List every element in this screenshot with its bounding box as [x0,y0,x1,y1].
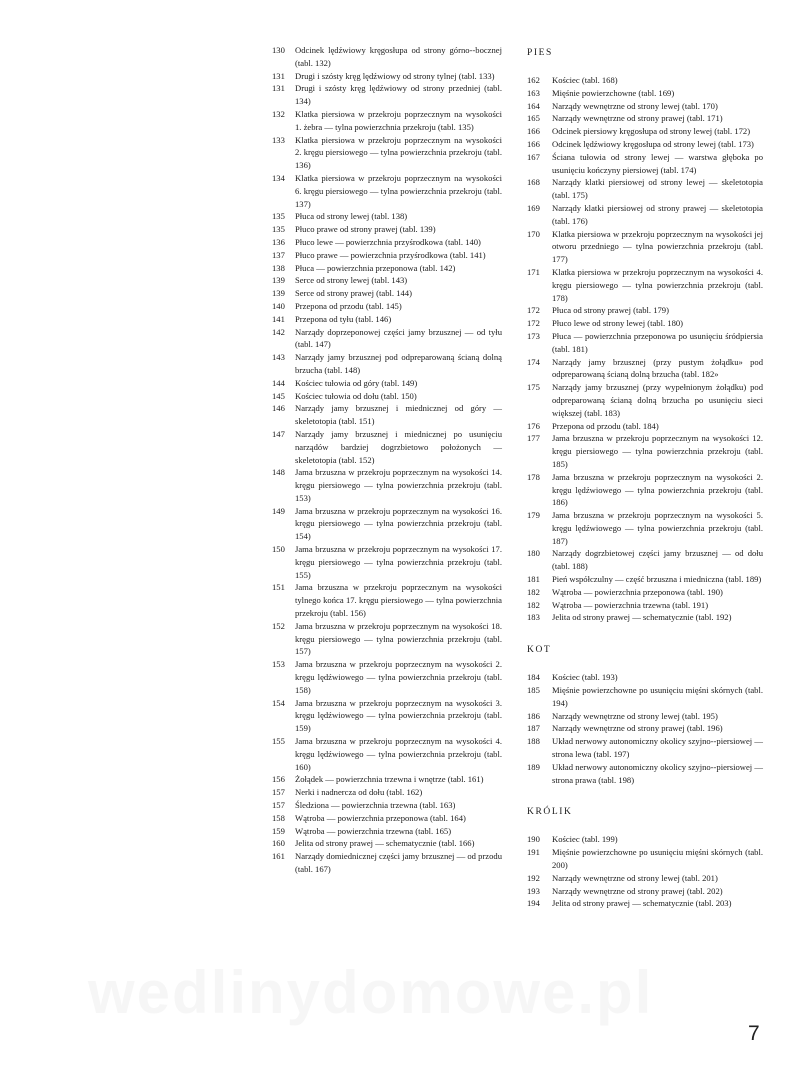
toc-entry [527,897,763,910]
entry-title: Żołądek — powierzchnia trzewna i wnętrze (tabl. 161) [295,774,484,785]
toc-entry [527,611,763,624]
toc-entry [527,330,763,356]
toc-entry [272,351,502,377]
entry-page-number: 184 [527,672,540,683]
section-heading: KRÓLIK [527,807,573,818]
entry-page-number: 163 [527,87,540,98]
toc-entry [272,390,502,403]
entry-title: Płuco lewe — powierzchnia przyśrodkowa (tabl. 140) [295,236,481,247]
entry-title: Narządy klatki piersiowej od strony lewej — skeletotopia (tabl. 175) [552,177,763,201]
entry-title: Jelita od strony prawej — schematycznie (tabl. 203) [552,898,732,909]
toc-entry [272,326,502,352]
toc-entry [527,356,763,382]
toc-entry [527,125,763,138]
entry-page-number: 149 [272,505,285,516]
entry-title: Płuca — powierzchnia przeponowa po usunięciu śródpiersia (tabl. 181) [552,330,763,354]
entry-title: Odcinek piersiowy kręgosłupa od strony lewej (tabl. 172) [552,126,751,137]
toc-entry [272,581,502,619]
toc-entry [272,620,502,658]
entry-title: Jama brzuszna w przekroju poprzecznym na wysokości 17. kręgu piersiowego — tylna powierzchnia przekroju (tabl. 155) [295,544,502,580]
entry-page-number: 139 [272,275,285,286]
toc-entry [527,573,763,586]
toc-entry [527,872,763,885]
toc-entry [527,722,763,735]
entry-title: Serce od strony lewej (tabl. 143) [295,275,408,286]
toc-entry [272,134,502,172]
entry-title: Narządy jamy brzusznej (przy pustym żołądku» pod odpreparowaną ścianą dolną brzucha (tabl. 182» [552,356,763,380]
entry-page-number: 146 [272,403,285,414]
entry-page-number: 187 [527,723,540,734]
toc-entry [272,172,502,210]
entry-title: Narządy klatki piersiowej od strony prawej — skeletotopia (tabl. 176) [552,202,763,226]
toc-entry [527,846,763,872]
entry-page-number: 168 [527,177,540,188]
entry-title: Jama brzuszna w przekroju poprzecznym na wysokości 12. kręgu piersiowego — tylna powierzchnia przekroju (tabl. 185) [552,433,763,469]
entry-page-number: 150 [272,544,285,555]
entry-title: Przepona od przodu (tabl. 145) [295,300,402,311]
entry-title: Narządy wewnętrzne od strony lewej (tabl. 201) [552,872,718,883]
toc-entry [272,773,502,786]
entry-title: Odcinek lędźwiowy kręgosłupa od strony lewej (tabl. 173) [552,138,754,149]
entry-page-number: 156 [272,774,285,785]
toc-entry [527,735,763,761]
entry-page-number: 182 [527,599,540,610]
toc-right-column [527,44,763,910]
entry-page-number: 190 [527,834,540,845]
entry-title: Narządy wewnętrzne od strony lewej (tabl. 195) [552,710,718,721]
entry-page-number: 194 [527,898,540,909]
entry-page-number: 175 [527,382,540,393]
toc-entry [527,138,763,151]
entry-page-number: 147 [272,428,285,439]
entry-page-number: 141 [272,313,285,324]
entry-title: Układ nerwowy autonomiczny okolicy szyjno--piersiowej — strona lewa (tabl. 197) [552,736,763,760]
entry-title: Jama brzuszna w przekroju poprzecznym na wysokości 3. kręgu lędźwiowego — tylna powierzchnia przekroju (tabl. 159) [295,697,502,734]
entry-title: Przepona od tyłu (tabl. 146) [295,313,392,324]
entry-title: Wątroba — powierzchnia trzewna (tabl. 165) [295,825,452,836]
entry-title: Płuca od strony lewej (tabl. 138) [295,211,408,222]
toc-entry [272,313,502,326]
section-heading: PIES [527,48,553,58]
entry-page-number: 159 [272,825,285,836]
toc-entry [272,402,502,428]
entry-title: Narządy jamy brzusznej i miednicznej od góry — skeletotopia (tabl. 151) [295,403,502,427]
entry-page-number: 131 [272,70,285,81]
entry-title: Jama brzuszna w przekroju poprzecznym na wysokości 14. kręgu piersiowego — tylna powierzchnia przekroju (tabl. 153) [295,467,502,503]
toc-entry [272,850,502,876]
entry-page-number: 164 [527,100,540,111]
entry-title: Narządy doprzeponowej części jamy brzusznej — od tyłu (tabl. 147) [295,326,502,350]
toc-entry [527,586,763,599]
entry-title: Śledziona — powierzchnia trzewna (tabl. 163) [295,800,456,811]
entry-page-number: 169 [527,202,540,213]
entry-page-number: 186 [527,710,540,721]
toc-entry [272,300,502,313]
entry-title: Pień współczulny — część brzuszna i miedniczna (tabl. 189) [552,574,762,585]
toc-entry [527,202,763,228]
toc-entry [527,432,763,470]
toc-entry [527,74,763,87]
entry-page-number: 177 [527,433,540,444]
toc-entry [272,262,502,275]
entry-page-number: 153 [272,659,285,670]
section-heading: KOT [527,645,552,656]
toc-entry [527,833,763,846]
toc-entry [272,108,502,134]
toc-entry [272,543,502,581]
toc-entry [272,825,502,838]
entry-page-number: 173 [527,330,540,341]
entry-page-number: 134 [272,172,285,183]
entry-page-number: 161 [272,851,285,862]
toc-left-column [272,44,502,876]
entry-page-number: 191 [527,847,540,858]
entry-page-number: 135 [272,211,285,222]
entry-title: Klatka piersiowa w przekroju poprzecznym na wysokości 1. żebra — tylna powierzchnia przekroju (tabl. 135) [295,108,502,132]
entry-page-number: 182 [527,586,540,597]
entry-title: Ściana tułowia od strony lewej — warstwa głęboka po usunięciu kończyny piersiowej (tabl. 174) [552,151,763,175]
entry-page-number: 133 [272,134,285,145]
entry-title: Jama brzuszna w przekroju poprzecznym na wysokości 4. kręgu lędźwiowego — tylna powierzchnia przekroju (tabl. 160) [295,736,502,772]
entry-page-number: 135 [272,224,285,235]
entry-title: Kościec tułowia od góry (tabl. 149) [295,377,418,388]
toc-entry [527,885,763,898]
entry-title: Wątroba — powierzchnia przeponowa (tabl. 164) [295,812,466,823]
entry-title: Płuca od strony prawej (tabl. 179) [552,305,669,316]
entry-title: Płuco prawe od strony prawej (tabl. 139) [295,224,436,235]
entry-page-number: 145 [272,390,285,401]
toc-entry [272,210,502,223]
entry-page-number: 176 [527,420,540,431]
entry-page-number: 181 [527,574,540,585]
entry-page-number: 189 [527,761,540,772]
entry-title: Wątroba — powierzchnia trzewna (tabl. 191) [552,599,709,610]
toc-entry [272,466,502,504]
entry-title: Układ nerwowy autonomiczny okolicy szyjno--piersiowej — strona prawa (tabl. 198) [552,761,763,785]
entry-title: Drugi i szósty kręg lędźwiowy od strony przedniej (tabl. 134) [295,83,502,107]
entry-page-number: 157 [272,800,285,811]
toc-entry [527,228,763,266]
entry-page-number: 160 [272,838,285,849]
entry-title: Serce od strony prawej (tabl. 144) [295,288,412,299]
entry-title: Drugi i szósty kręg lędźwiowy od strony tylnej (tabl. 133) [295,70,495,81]
entry-page-number: 166 [527,126,540,137]
toc-entry [527,87,763,100]
entry-page-number: 179 [527,510,540,521]
entry-title: Jama brzuszna w przekroju poprzecznym na wysokości 5. kręgu lędźwiowego — tylna powierzchnia przekroju (tabl. 187) [552,510,763,546]
toc-entry [272,505,502,543]
entry-title: Narządy domiednicznej części jamy brzusznej — od przodu (tabl. 167) [295,851,502,874]
entry-page-number: 144 [272,377,285,388]
entry-title: Narządy wewnętrzne od strony prawej (tabl. 202) [552,885,723,896]
toc-entry [527,671,763,684]
toc-entry [272,735,502,773]
toc-entry [527,176,763,202]
toc-entry [527,304,763,317]
entry-title: Narządy jamy brzusznej i miednicznej po usunięciu narządów bardziej dogrzbietowo położonych — skeletotopia (tabl. 152) [295,428,502,465]
entry-title: Kościec tułowia od dołu (tabl. 150) [295,390,417,401]
entry-page-number: 172 [527,318,540,329]
entry-page-number: 193 [527,885,540,896]
entry-page-number: 139 [272,288,285,299]
entry-page-number: 151 [272,582,285,593]
entry-title: Jama brzuszna w przekroju poprzecznym na wysokości 18. kręgu piersiowego — tylna powierzchnia przekroju (tabl. 157) [295,620,502,657]
toc-entry [272,428,502,466]
entry-page-number: 183 [527,612,540,623]
entry-title: Jama brzuszna w przekroju poprzecznym na wysokości tylnego końca 17. kręgu piersiowego — tylna powierzchnia przekroju (tabl. 156) [295,582,502,619]
toc-entry [527,420,763,433]
entry-page-number: 180 [527,548,540,559]
watermark-text [88,958,728,1027]
toc-entry [272,812,502,825]
entry-title: Kościec (tabl. 199) [552,834,618,845]
entry-page-number: 140 [272,300,285,311]
entry-title: Wątroba — powierzchnia przeponowa (tabl. 190) [552,586,723,597]
toc-entry [527,266,763,304]
toc-entry [272,223,502,236]
toc-entry [272,70,502,83]
entry-page-number: 170 [527,228,540,239]
entry-page-number: 152 [272,620,285,631]
entry-title: Jelita od strony prawej — schematycznie (tabl. 166) [295,838,475,849]
toc-entry [272,236,502,249]
entry-page-number: 148 [272,467,285,478]
toc-entry [527,112,763,125]
page-number: 7 [748,1022,760,1045]
entry-page-number: 130 [272,45,285,55]
toc-entry [527,684,763,710]
entry-title: Klatka piersiowa w przekroju poprzecznym na wysokości 2. kręgu piersiowego — tylna powierzchnia przekroju (tabl. 136) [295,134,502,171]
entry-title: Jama brzuszna w przekroju poprzecznym na wysokości 16. kręgu piersiowego — tylna powierzchnia przekroju (tabl. 154) [295,505,502,542]
toc-entry [272,44,502,70]
toc-entry [527,381,763,419]
entry-title: Klatka piersiowa w przekroju poprzecznym na wysokości 4. kręgu piersiowego — tylna powierzchnia przekroju (tabl. 178) [552,266,763,303]
toc-entry [272,249,502,262]
toc-entry [527,100,763,113]
entry-page-number: 154 [272,697,285,708]
toc-entry [527,509,763,547]
toc-entry [527,471,763,509]
entry-title: Przepona od przodu (tabl. 184) [552,420,659,431]
entry-title: Narządy jamy brzusznej pod odpreparowaną ścianą dolną brzucha (tabl. 148) [295,352,502,375]
entry-page-number: 142 [272,326,285,337]
entry-page-number: 162 [527,75,540,85]
entry-title: Płuca — powierzchnia przeponowa (tabl. 142) [295,262,456,273]
entry-title: Narządy wewnętrzne od strony lewej (tabl. 170) [552,100,718,111]
entry-title: Jama brzuszna w przekroju poprzecznym na wysokości 2. kręgu lędźwiowego — tylna powierzchnia przekroju (tabl. 186) [552,471,763,508]
entry-title: Płuco lewe od strony lewej (tabl. 180) [552,318,684,329]
entry-page-number: 167 [527,151,540,162]
entry-page-number: 138 [272,262,285,273]
entry-title: Narządy jamy brzusznej (przy wypełnionym żołądku) pod odpreparowaną ścianą dolną brzucha po usunięciu sieci większej (tabl. 183) [552,382,763,418]
toc-entry [272,377,502,390]
entry-title: Mięśnie powierzchowne (tabl. 169) [552,87,675,98]
toc-entry [527,151,763,177]
entry-title: Jama brzuszna w przekroju poprzecznym na wysokości 2. kręgu lędźwiowego — tylna powierzchnia przekroju (tabl. 158) [295,659,502,695]
entry-title: Klatka piersiowa w przekroju poprzecznym na wysokości 6. kręgu piersiowego — tylna powierzchnia przekroju (tabl. 137) [295,172,502,209]
entry-page-number: 171 [527,266,540,277]
toc-entry [272,799,502,812]
entry-page-number: 143 [272,352,285,363]
entry-title: Kościec (tabl. 168) [552,75,618,85]
entry-title: Klatka piersiowa w przekroju poprzecznym na wysokości jej otworu przedniego — tylna powierzchnia przekroju (tabl. 177) [552,228,763,265]
entry-page-number: 158 [272,812,285,823]
entry-page-number: 174 [527,356,540,367]
toc-entry [527,317,763,330]
entry-title: Nerki i nadnercza od dołu (tabl. 162) [295,787,423,798]
toc-entry [527,599,763,612]
entry-page-number: 137 [272,249,285,260]
entry-title: Narządy wewnętrzne od strony prawej (tabl. 196) [552,723,723,734]
entry-title: Mięśnie powierzchowne po usunięciu mięśni skórnych (tabl. 200) [552,847,763,871]
entry-title: Kościec (tabl. 193) [552,672,618,683]
entry-page-number: 155 [272,736,285,747]
entry-page-number: 185 [527,685,540,696]
entry-title: Jelita od strony prawej — schematycznie (tabl. 192) [552,612,732,623]
entry-title: Narządy wewnętrzne od strony prawej (tabl. 171) [552,113,723,124]
toc-entry [272,658,502,696]
entry-page-number: 132 [272,108,285,119]
entry-page-number: 131 [272,83,285,94]
entry-page-number: 178 [527,471,540,482]
entry-title: Mięśnie powierzchowne po usunięciu mięśni skórnych (tabl. 194) [552,685,763,708]
entry-page-number: 192 [527,872,540,883]
toc-entry [272,697,502,735]
toc-entry [527,547,763,573]
toc-entry [527,710,763,723]
entry-title: Narządy dogrzbietowej części jamy brzusznej — od dołu (tabl. 188) [552,548,763,572]
toc-entry [272,837,502,850]
entry-page-number: 172 [527,305,540,316]
entry-page-number: 166 [527,138,540,149]
entry-title: Płuco prawe — powierzchnia przyśrodkowa (tabl. 141) [295,249,486,260]
entry-page-number: 165 [527,113,540,124]
entry-page-number: 157 [272,787,285,798]
toc-entry [272,274,502,287]
toc-entry [272,786,502,799]
toc-entry [272,82,502,108]
entry-title: Odcinek lędźwiowy kręgosłupa od strony górno--bocznej (tabl. 132) [295,45,502,68]
toc-entry [527,761,763,787]
entry-page-number: 136 [272,236,285,247]
entry-page-number: 188 [527,736,540,747]
toc-entry [272,287,502,300]
